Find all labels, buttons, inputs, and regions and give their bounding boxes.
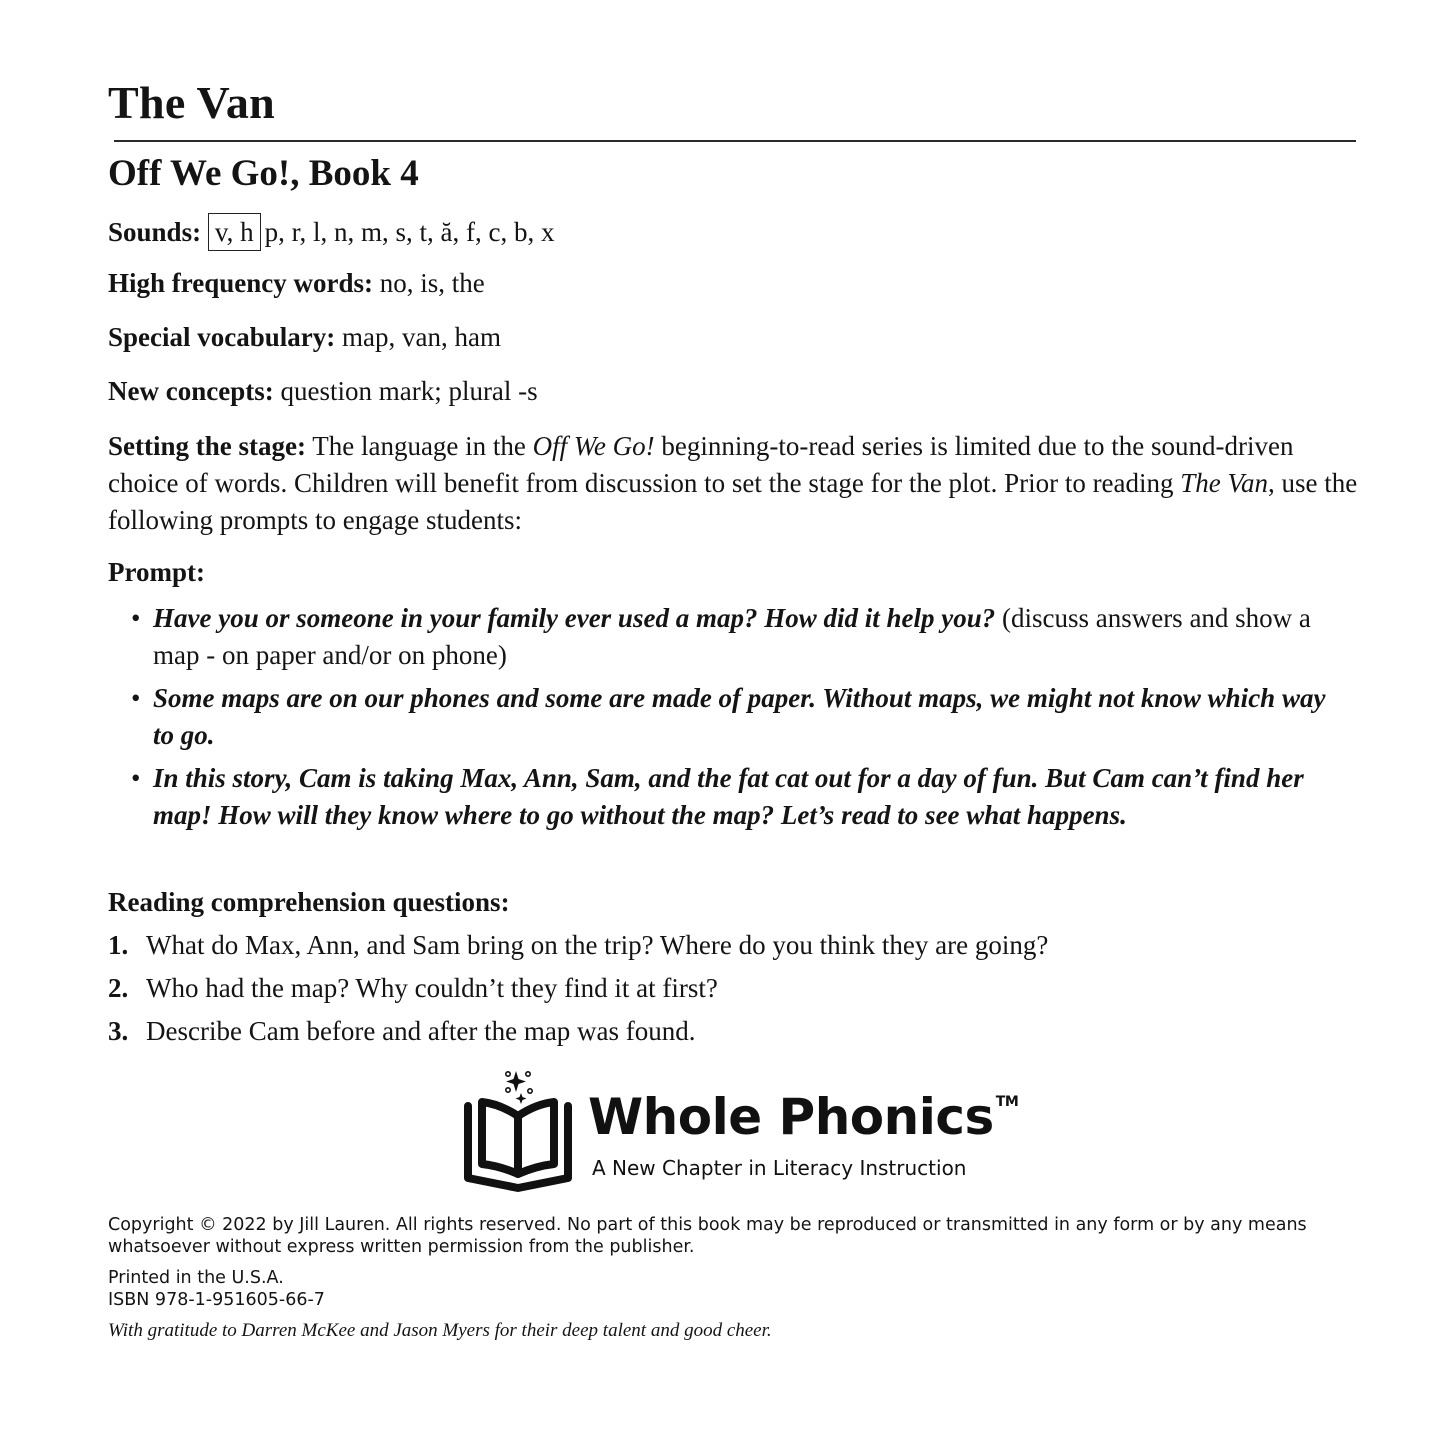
- page-title: The Van: [108, 77, 276, 128]
- question-text: Describe Cam before and after the map was found.: [146, 1016, 696, 1046]
- prompt-text: Some maps are on our phones and some are made of paper. Without maps, we might not know which way to go.: [153, 683, 1326, 750]
- question-number: 2.: [108, 973, 129, 1003]
- book-title: The Van: [1180, 468, 1269, 498]
- prompt-heading: Prompt:: [108, 557, 205, 587]
- high-frequency-line: [108, 268, 485, 299]
- logo-wordmark: [588, 1088, 1018, 1146]
- setting-stage-label: Setting the stage:: [108, 431, 306, 461]
- comprehension-question: [108, 973, 718, 1004]
- question-number: 1.: [108, 930, 129, 960]
- review-sounds: p, r, l, n, m, s, t, ă, f, c, b, x: [264, 217, 555, 247]
- print-info: [108, 1267, 325, 1311]
- printed-in: Printed in the U.S.A.: [108, 1268, 284, 1288]
- sounds-label: Sounds:: [108, 217, 202, 247]
- special-vocabulary-label: Special vocabulary:: [108, 322, 336, 352]
- special-vocabulary-value: map, van, ham: [342, 322, 501, 352]
- prompt-bullet: [131, 760, 1343, 834]
- logo-name: Whole Phonics: [588, 1088, 994, 1146]
- trademark-mark: TM: [995, 1094, 1019, 1110]
- setting-stage-text-2: beginning-to-read series is limited due to the sound-driven choice of words. Children will benefit from discussion to set the stage for the plot. Prior to reading: [108, 431, 1294, 498]
- new-sounds-box: v, h: [208, 213, 261, 251]
- bullet-icon: •: [131, 763, 141, 793]
- bullet-icon: •: [131, 603, 141, 633]
- special-vocabulary-line: [108, 322, 501, 353]
- comprehension-question: [108, 930, 1048, 961]
- new-concepts-label: New concepts:: [108, 376, 274, 406]
- bullet-icon: •: [131, 683, 141, 713]
- setting-the-stage: [108, 428, 1358, 539]
- question-number: 3.: [108, 1016, 129, 1046]
- logo-tagline: A New Chapter in Literacy Instruction: [592, 1156, 967, 1180]
- prompt-text: In this story, Cam is taking Max, Ann, Sam, and the fat cat out for a day of fun. But Cam can’t find her map! How will they know where to go without the map? Let’s read to see what happens.: [153, 763, 1304, 830]
- whole-phonics-logo: [460, 1066, 1020, 1196]
- series-title: Off We Go!: [532, 431, 655, 461]
- prompt-text: Have you or someone in your family ever used a map? How did it help you?: [153, 603, 996, 633]
- copyright-notice: Copyright © 2022 by Jill Lauren. All rights reserved. No part of this book may be reproduced or transmitted in any form or by any means whatsoever without express written permission from the publisher.: [108, 1215, 1307, 1257]
- title-divider: [114, 140, 1356, 142]
- prompt-bullet: [131, 680, 1343, 754]
- isbn: ISBN 978-1-951605-66-7: [108, 1290, 325, 1310]
- prompt-bullet: [131, 600, 1343, 674]
- high-frequency-label: High frequency words:: [108, 268, 374, 298]
- comprehension-heading: Reading comprehension questions:: [108, 887, 510, 917]
- setting-stage-text-3: , use the following prompts to engage students:: [108, 468, 1358, 535]
- prompt-note: (discuss answers and show a map - on paper and/or on phone): [153, 603, 1311, 670]
- question-text: What do Max, Ann, and Sam bring on the trip? Where do you think they are going?: [146, 930, 1049, 960]
- comprehension-question: [108, 1016, 696, 1047]
- question-text: Who had the map? Why couldn’t they find it at first?: [146, 973, 718, 1003]
- page-subtitle: Off We Go!, Book 4: [108, 153, 419, 194]
- open-book-sparkle-icon: [460, 1066, 580, 1196]
- new-concepts-line: [108, 376, 538, 407]
- gratitude-note: With gratitude to Darren McKee and Jason Myers for their deep talent and good cheer.: [108, 1320, 772, 1341]
- high-frequency-value: no, is, the: [379, 268, 485, 298]
- new-concepts-value: question mark; plural -s: [280, 376, 538, 406]
- sounds-line: [108, 213, 554, 251]
- setting-stage-text-1: The language in the: [312, 431, 526, 461]
